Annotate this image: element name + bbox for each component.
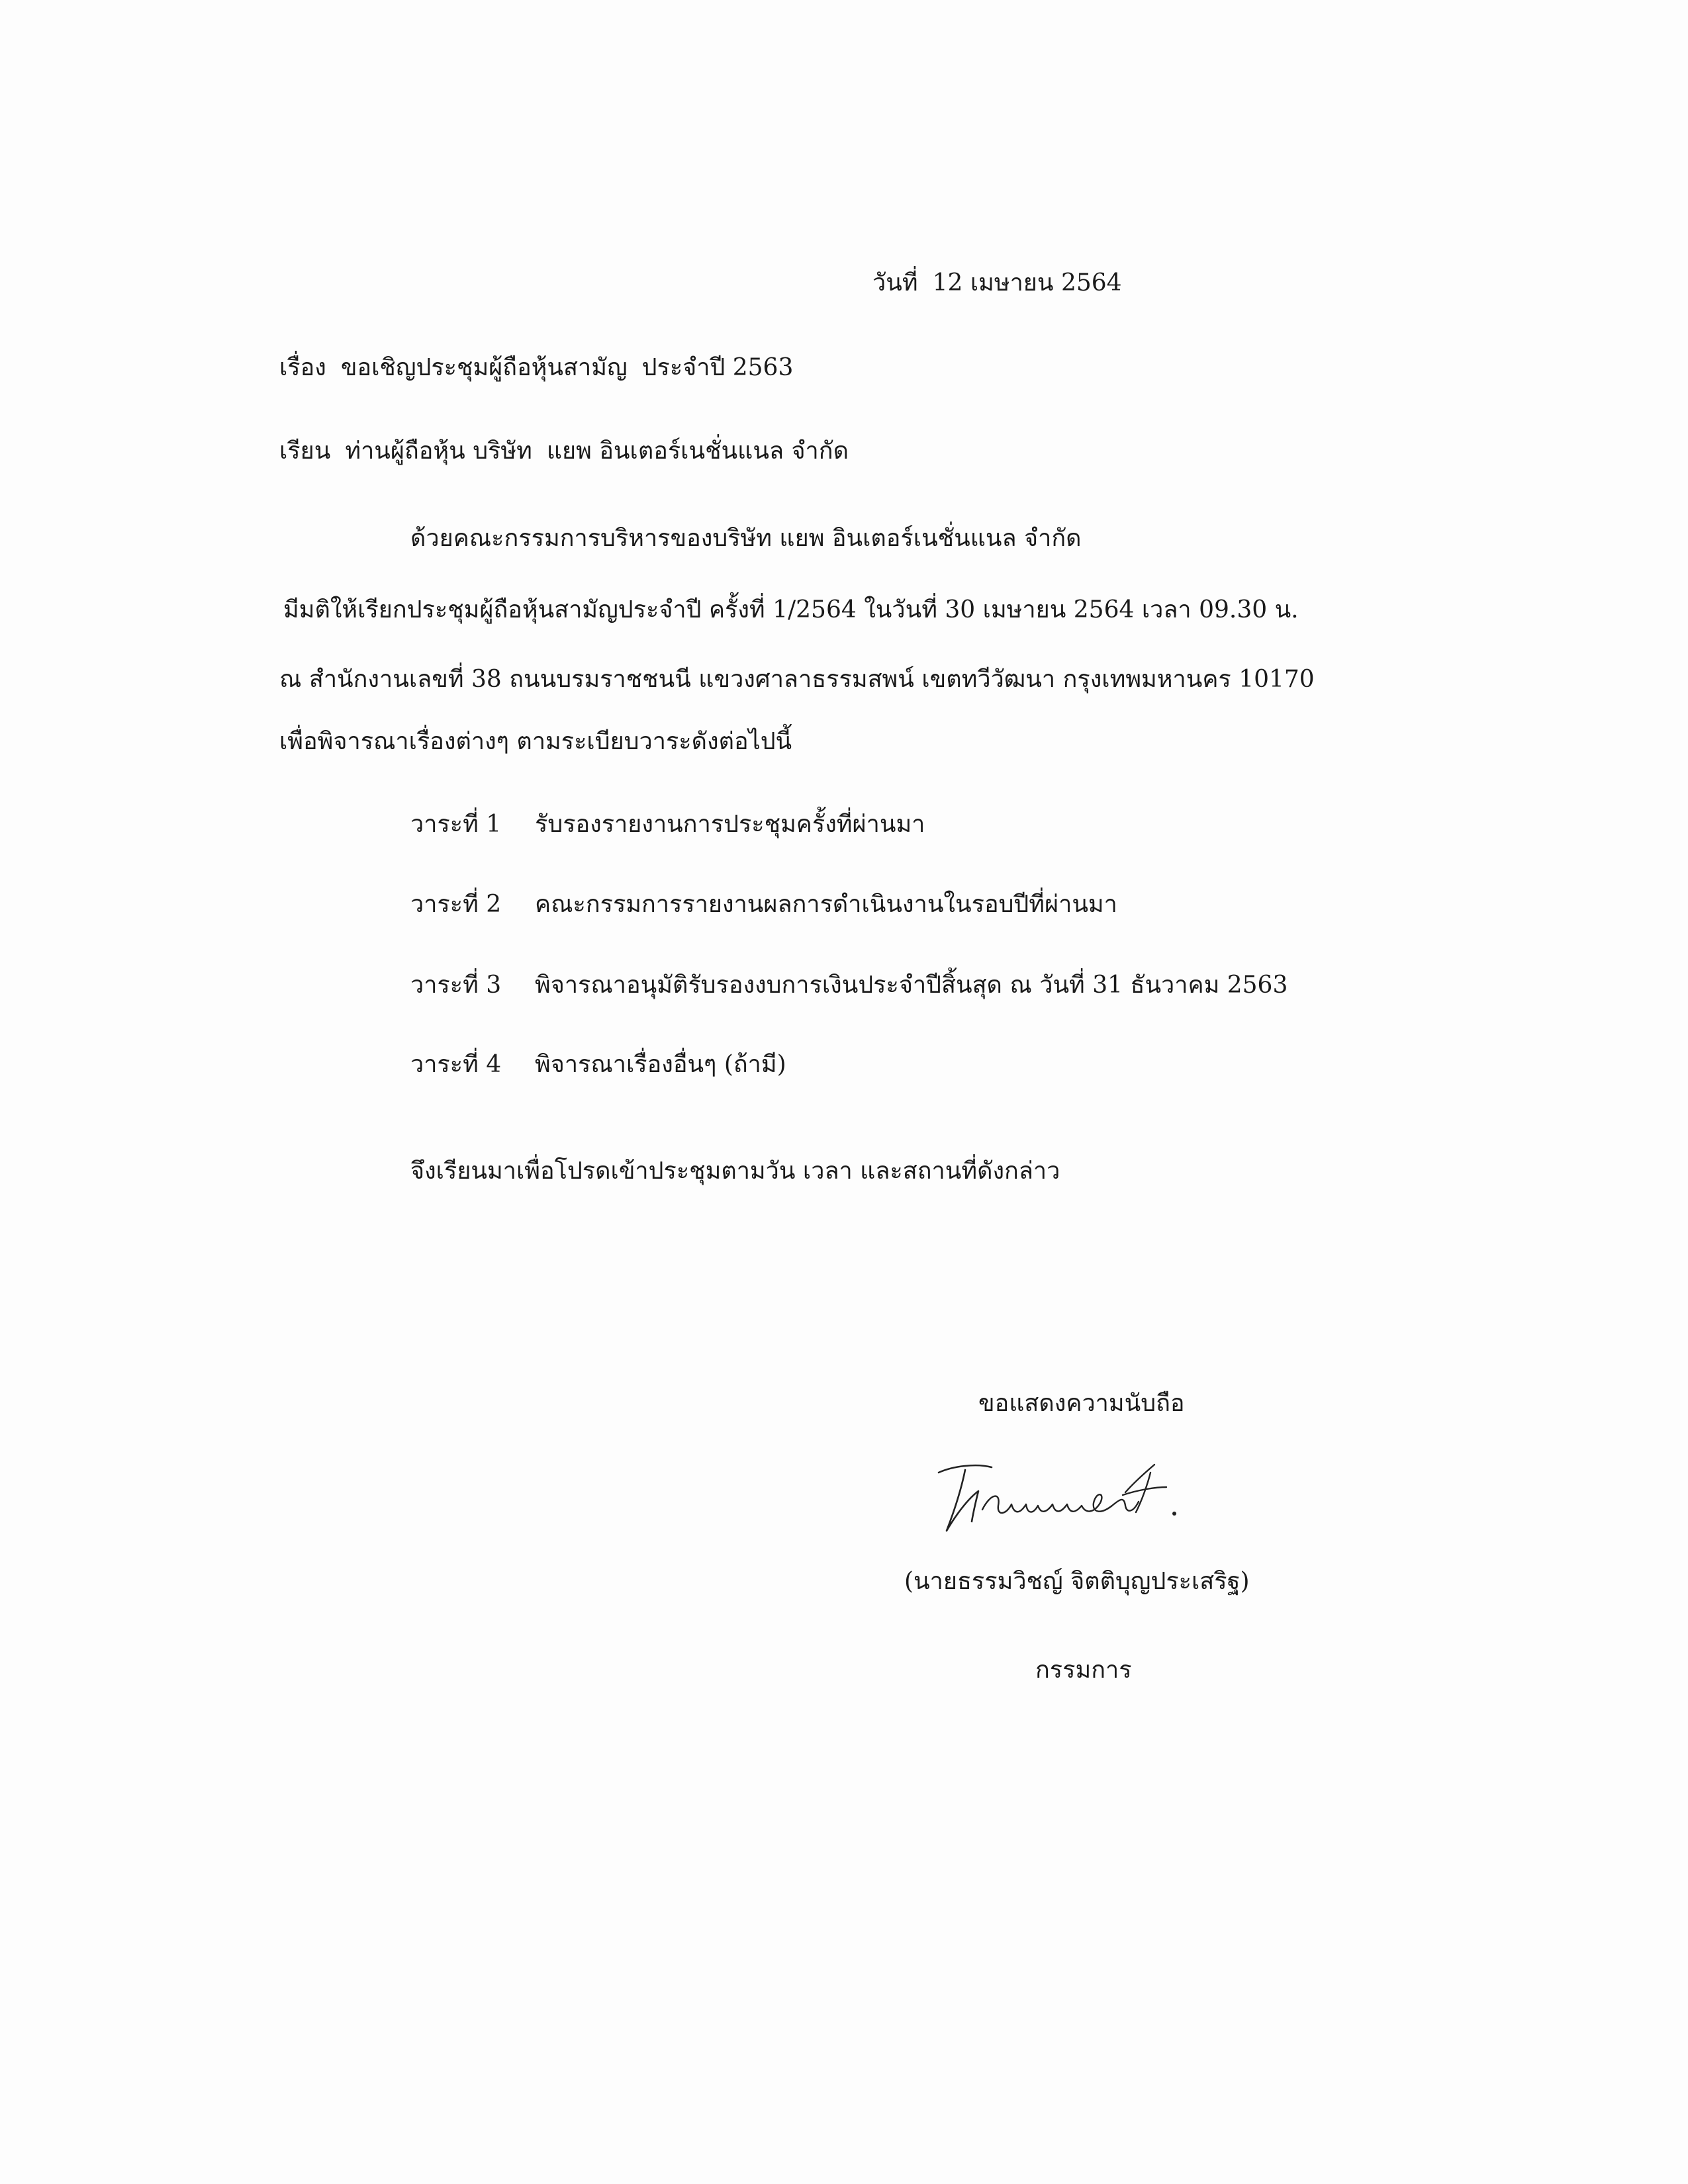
signer-name: (นายธรรมวิชญ์ จิตติบุญประเสริฐ) [904, 1568, 1250, 1595]
body-line-1: ด้วยคณะกรรมการบริหารของบริษัท แยพ อินเตอร์เนชั่นแนล จำกัด [410, 525, 1082, 552]
agenda-item-text: พิจารณาอนุมัติรับรองงบการเงินประจำปีสิ้นสุด ณ วันที่ 31 ธันวาคม 2563 [535, 972, 1288, 999]
date-line [872, 267, 1122, 299]
subject-suffix: ประจำปี 2563 [641, 354, 794, 381]
body-line-4: เพื่อพิจารณาเรื่องต่างๆ ตามระเบียบวาระดังต่อไปนี้ [279, 728, 792, 755]
agenda-item [410, 809, 925, 841]
agenda-item-text: พิจารณาเรื่องอื่นๆ (ถ้ามี) [535, 1051, 786, 1078]
recipient-label: เรียน [279, 437, 331, 465]
agenda-item-label: วาระที่ 2 [410, 891, 502, 918]
recipient-line [279, 435, 849, 467]
subject-text: ขอเชิญประชุมผู้ถือหุ้นสามัญ [340, 354, 628, 381]
body-line-3: ณ สำนักงานเลขที่ 38 ถนนบรมราชชนนี แขวงศาลาธรรมสพน์ เขตทวีวัฒนา กรุงเทพมหานคร 10170 [279, 666, 1315, 693]
date-value: 12 เมษายน 2564 [932, 269, 1122, 296]
agenda-item-label: วาระที่ 3 [410, 972, 502, 999]
agenda-item [410, 1049, 786, 1081]
agenda-item-label: วาระที่ 1 [410, 811, 502, 838]
signature-image [927, 1453, 1198, 1539]
signer-title: กรรมการ [1035, 1657, 1132, 1684]
agenda-item-text: รับรองรายงานการประชุมครั้งที่ผ่านมา [535, 811, 925, 838]
recipient-text: ท่านผู้ถือหุ้น บริษัท [345, 437, 532, 465]
body-line-2: มีมติให้เรียกประชุมผู้ถือหุ้นสามัญประจำปี ครั้งที่ 1/2564 ในวันที่ 30 เมษายน 2564 เวลา 09.30 น. [283, 596, 1299, 623]
agenda-item-text: คณะกรรมการรายงานผลการดำเนินงานในรอบปีที่ผ่านมา [535, 891, 1117, 918]
recipient-company: แยพ อินเตอร์เนชั่นแนล จำกัด [546, 437, 849, 465]
sign-off: ขอแสดงความนับถือ [978, 1390, 1185, 1417]
subject-label: เรื่อง [279, 354, 326, 381]
subject-line [279, 352, 793, 384]
agenda-item [410, 889, 1117, 921]
date-label: วันที่ [872, 269, 918, 296]
agenda-item [410, 970, 1288, 1001]
agenda-item-label: วาระที่ 4 [410, 1051, 502, 1078]
closing-line: จึงเรียนมาเพื่อโปรดเข้าประชุมตามวัน เวลา และสถานที่ดังกล่าว [410, 1158, 1060, 1185]
